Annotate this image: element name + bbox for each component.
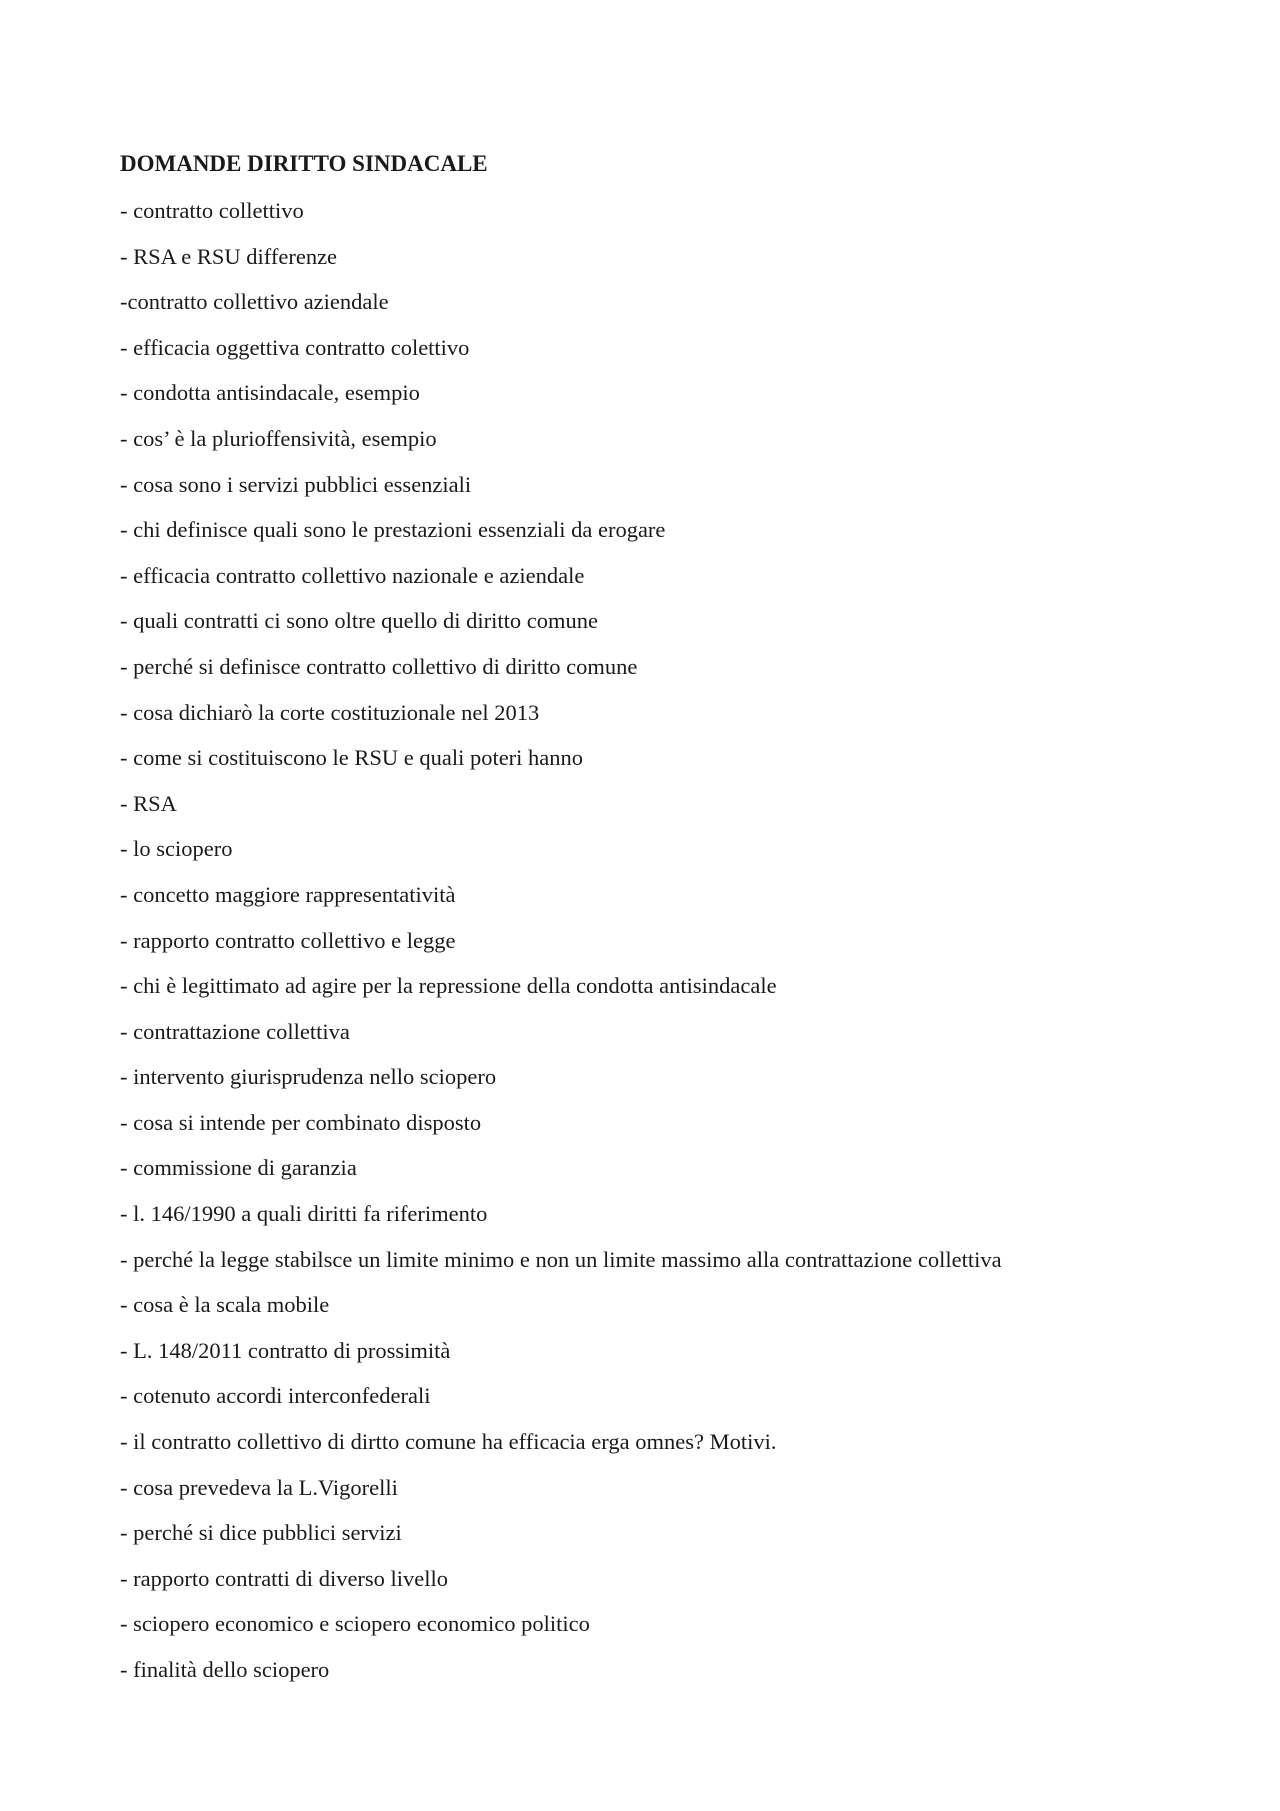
question-item: - finalità dello sciopero (120, 1657, 330, 1682)
question-item: - RSA (120, 790, 177, 816)
question-item: - sciopero economico e sciopero economico politico (120, 1611, 590, 1637)
question-item: - contratto collettivo (120, 198, 304, 223)
question-item: - cosa dichiarò la corte costituzionale nel 2013 (120, 699, 540, 725)
question-item: - cotenuto accordi interconfederali (120, 1383, 431, 1409)
question-item: - cosa sono i servizi pubblici essenziali (120, 471, 472, 497)
question-item: - efficacia contratto collettivo nazionale e aziendale (120, 562, 585, 588)
question-item: - commissione di garanzia (120, 1155, 357, 1181)
question-item: - perché si dice pubblici servizi (120, 1520, 402, 1546)
question-item: - come si costituiscono le RSU e quali poteri hanno (120, 745, 584, 771)
question-item: - rapporto contratti di diverso livello (120, 1565, 449, 1591)
question-list (120, 196, 1002, 1701)
question-item: - perché la legge stabilsce un limite minimo e non un limite massimo alla contrattazione collettiva (120, 1246, 1002, 1272)
question-item: - quali contratti ci sono oltre quello di diritto comune (120, 608, 599, 634)
question-item: - chi è legittimato ad agire per la repressione della condotta antisindacale (120, 973, 777, 999)
question-item: - perché si definisce contratto collettivo di diritto comune (120, 653, 638, 679)
question-item: - cos’ è la plurioffensività, esempio (120, 425, 437, 451)
question-item: - efficacia oggettiva contratto colettivo (120, 334, 470, 360)
question-item: - lo sciopero (120, 836, 233, 862)
question-item: - cosa prevedeva la L.Vigorelli (120, 1474, 398, 1500)
question-item: - intervento giurisprudenza nello sciopero (120, 1064, 497, 1090)
question-item: - rapporto contratto collettivo e legge (120, 927, 456, 953)
question-item: - RSA e RSU differenze (120, 243, 338, 269)
question-item: - condotta antisindacale, esempio (120, 380, 420, 406)
question-item: - l. 146/1990 a quali diritti fa riferimento (120, 1201, 488, 1227)
question-item: - cosa si intende per combinato disposto (120, 1109, 482, 1135)
question-item: - chi definisce quali sono le prestazioni essenziali da erogare (120, 517, 666, 543)
question-item: - il contratto collettivo di dirtto comune ha efficacia erga omnes? Motivi. (120, 1429, 777, 1455)
question-item: - contrattazione collettiva (120, 1018, 350, 1044)
document-title: DOMANDE DIRITTO SINDACALE (120, 151, 488, 176)
question-item: - concetto maggiore rappresentatività (120, 881, 456, 907)
question-item: -contratto collettivo aziendale (120, 289, 389, 315)
question-item: - L. 148/2011 contratto di prossimità (120, 1337, 451, 1363)
question-item: - cosa è la scala mobile (120, 1292, 330, 1318)
